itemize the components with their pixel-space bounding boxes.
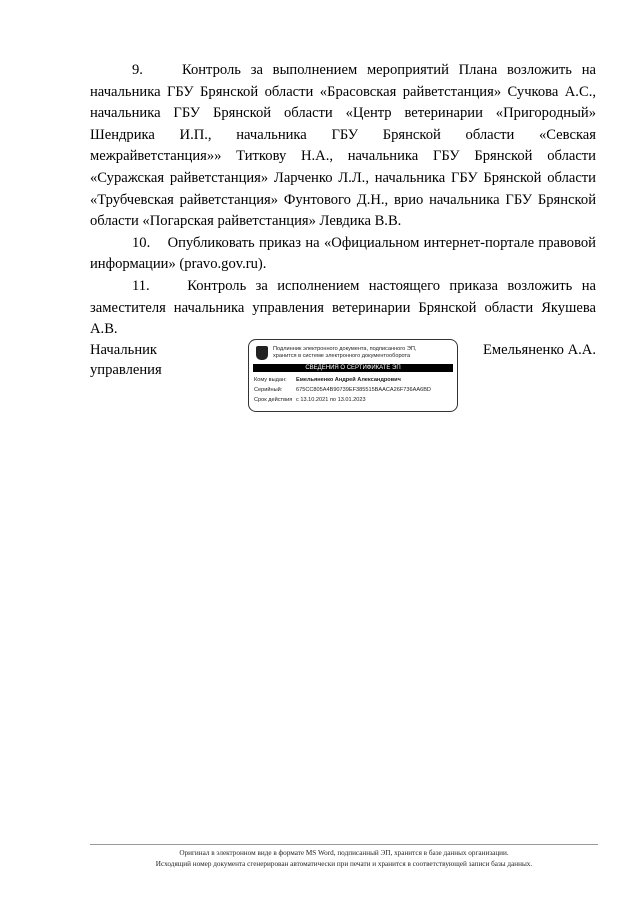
stamp-serial <box>254 386 431 394</box>
stamp-issued-to <box>254 376 401 384</box>
position-line: управления <box>90 362 162 378</box>
footer <box>90 848 598 870</box>
coat-of-arms-icon <box>256 346 268 360</box>
stamp-header-line: хранится в системе электронного документооборота <box>273 353 411 359</box>
stamp-title: СВЕДЕНИЯ О СЕРТИФИКАТЕ ЭП <box>253 364 453 372</box>
value: Емельяненко Андрей Александрович <box>296 377 401 383</box>
value: 675CC805A4B90739EF385515BAACA26F736AA6BD <box>296 387 431 393</box>
electronic-signature-stamp <box>248 339 458 412</box>
position-line: Начальник <box>90 342 158 358</box>
label: Срок действия <box>254 397 293 403</box>
paragraph-11: 11. Контроль за исполнением настоящего приказа возложить на заместителя начальника управления ветеринарии Брянской области Якушева А.В. <box>90 277 596 338</box>
signatory-position <box>90 340 162 380</box>
stamp-header-line: Подлинник электронного документа, подписанного ЭП, <box>273 346 417 352</box>
footer-line: Исходящий номер документа сгенерирован автоматически при печати и хранится в соответствующей записи базы данных. <box>155 860 533 868</box>
paragraph-10: 10. Опубликовать приказ на «Официальном интернет-портале правовой информации» (pravo.gov.ru). <box>90 234 596 273</box>
paragraph-9: 9. Контроль за выполнением мероприятий Плана возложить на начальника ГБУ Брянской области «Брасовская райветстанция» Сучкова А.С., начальника ГБУ Брянской области «Центр ветеринарии «Пригородный» Шендрика И.П., начальника ГБУ Брянской области «Севская межрайветстанция»» Титкову Н.А., начальника ГБУ Брянской области «Суражская райветстанция» Ларченко Л.Л., начальника ГБУ Брянской области «Трубчевская райветстанция» Фунтового Д.Н., врио начальника ГБУ Брянской области «Погарская райветстанция» Левдика В.В. <box>90 62 596 230</box>
value: с 13.10.2021 по 13.01.2023 <box>296 397 366 403</box>
stamp-header <box>273 346 416 360</box>
label: Серийный: <box>254 387 283 393</box>
document-body <box>90 60 596 341</box>
footer-line: Оригинал в электронном виде в формате MS Word, подписанный ЭП, хранится в базе данных организации. <box>179 849 509 857</box>
label: Кому выдан: <box>254 377 287 383</box>
footer-divider <box>90 844 598 845</box>
stamp-validity <box>254 396 366 404</box>
signatory-name: Емельяненко А.А. <box>482 342 596 358</box>
